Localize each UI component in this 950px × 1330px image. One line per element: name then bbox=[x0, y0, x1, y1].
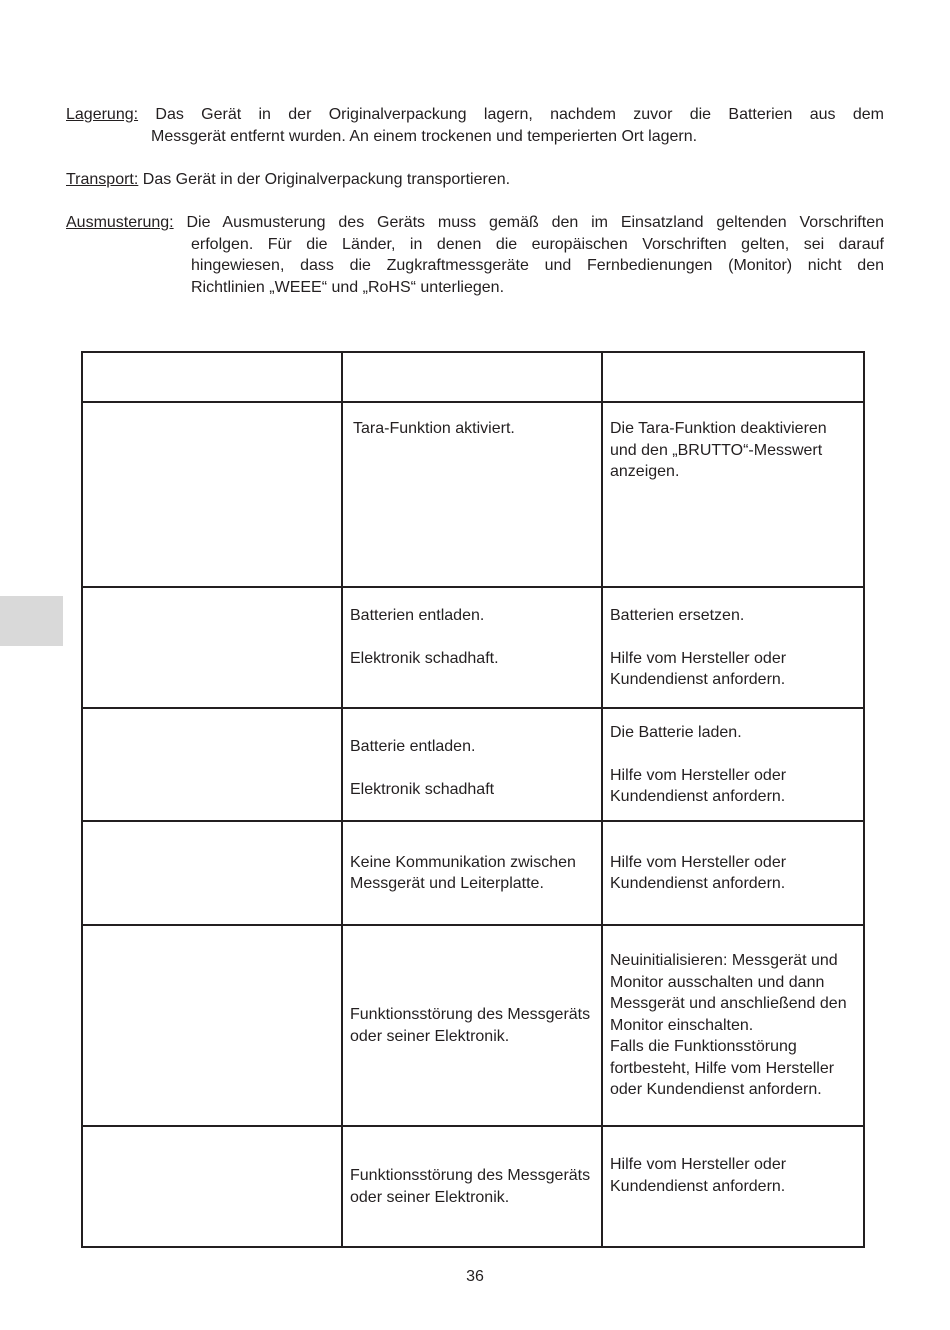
table-row bbox=[82, 925, 864, 1126]
storage-text-1: Das Gerät in der Originalverpackung lagern, nachdem zuvor die Batterien aus dem bbox=[155, 106, 884, 123]
disposal-text-3: hingewiesen, dass die Zugkraftmessgeräte und Fernbedienungen (Monitor) nicht den bbox=[191, 257, 884, 274]
storage-text-2: Messgerät entfernt wurden. An einem trockenen und temperierten Ort lagern. bbox=[151, 127, 698, 145]
remedy-text: Die Tara-Funktion deaktivieren und den „BRUTTO“-Messwert anzeigen. bbox=[610, 420, 827, 480]
remedy-text: Falls die Funktionsstörung fortbesteht, Hilfe vom Hersteller oder Kundendienst anfordern. bbox=[610, 1038, 835, 1099]
disposal-label: Ausmusterung: bbox=[66, 214, 174, 231]
table-row bbox=[82, 587, 864, 708]
cause-text: Elektronik schadhaft bbox=[350, 781, 495, 799]
storage-paragraph bbox=[66, 104, 884, 147]
remedy-text: Batterien ersetzen. bbox=[610, 606, 745, 624]
remedy-text: Die Batterie laden. bbox=[610, 723, 742, 741]
chapter-tab bbox=[0, 596, 63, 646]
fault-cell bbox=[82, 708, 342, 821]
cause-text: Funktionsstörung des Messgeräts oder seiner Elektronik. bbox=[350, 1006, 591, 1045]
remedy-cell bbox=[602, 587, 864, 708]
header-fault bbox=[82, 352, 342, 402]
page-number: 36 bbox=[466, 1268, 484, 1285]
storage-label: Lagerung: bbox=[66, 106, 139, 123]
table-row bbox=[82, 402, 864, 587]
header-cause bbox=[342, 352, 602, 402]
remedy-text: Hilfe vom Hersteller oder Kundendienst anfordern. bbox=[610, 766, 787, 805]
cause-cell bbox=[342, 708, 602, 821]
cause-text: Batterien entladen. bbox=[350, 606, 485, 624]
cause-text: Funktionsstörung des Messgeräts oder seiner Elektronik. bbox=[350, 1167, 591, 1206]
remedy-cell bbox=[602, 708, 864, 821]
table-header-row bbox=[82, 352, 864, 402]
cause-text: Keine Kommunikation zwischen Messgerät und Leiterplatte. bbox=[350, 853, 576, 892]
cause-cell bbox=[342, 821, 602, 925]
disposal-text-1: Die Ausmusterung des Geräts muss gemäß den im Einsatzland geltenden Vorschriften bbox=[186, 214, 884, 231]
remedy-cell bbox=[602, 402, 864, 587]
table-row bbox=[82, 1126, 864, 1247]
fault-cell bbox=[82, 821, 342, 925]
disposal-text-2: erfolgen. Für die Länder, in denen die europäischen Vorschriften gelten, sei darauf bbox=[191, 235, 884, 253]
fault-cell bbox=[82, 1126, 342, 1247]
troubleshooting-table bbox=[81, 351, 865, 1248]
table-row bbox=[82, 708, 864, 821]
disposal-paragraph bbox=[66, 212, 884, 298]
fault-cell bbox=[82, 925, 342, 1126]
transport-paragraph bbox=[66, 169, 884, 191]
remedy-cell bbox=[602, 821, 864, 925]
cause-text: Elektronik schadhaft. bbox=[350, 649, 499, 667]
cause-text: Batterie entladen. bbox=[350, 738, 476, 756]
storage-line-1 bbox=[66, 104, 884, 126]
fault-cell bbox=[82, 402, 342, 587]
disposal-line-1 bbox=[66, 212, 884, 234]
remedy-text: Hilfe vom Hersteller oder Kundendienst anfordern. bbox=[610, 1156, 787, 1195]
cause-cell bbox=[342, 1126, 602, 1247]
cause-text: Tara-Funktion aktiviert. bbox=[353, 420, 515, 437]
fault-cell bbox=[82, 587, 342, 708]
cause-cell bbox=[342, 587, 602, 708]
header-remedy bbox=[602, 352, 864, 402]
remedy-cell bbox=[602, 1126, 864, 1247]
remedy-text: Hilfe vom Hersteller oder Kundendienst anfordern. bbox=[610, 853, 787, 892]
cause-cell bbox=[342, 925, 602, 1126]
remedy-cell bbox=[602, 925, 864, 1126]
remedy-text: Hilfe vom Hersteller oder Kundendienst anfordern. bbox=[610, 649, 787, 688]
remedy-text: Neuinitialisieren: Messgerät und Monitor ausschalten und dann Messgerät und anschließend den Monitor einschalten. bbox=[610, 952, 847, 1034]
transport-label: Transport: bbox=[66, 171, 139, 188]
transport-text: Das Gerät in der Originalverpackung transportieren. bbox=[142, 171, 511, 188]
table-row bbox=[82, 821, 864, 925]
cause-cell bbox=[342, 402, 602, 587]
disposal-text-4: Richtlinien „WEEE“ und „RoHS“ unterliegen. bbox=[191, 278, 505, 296]
